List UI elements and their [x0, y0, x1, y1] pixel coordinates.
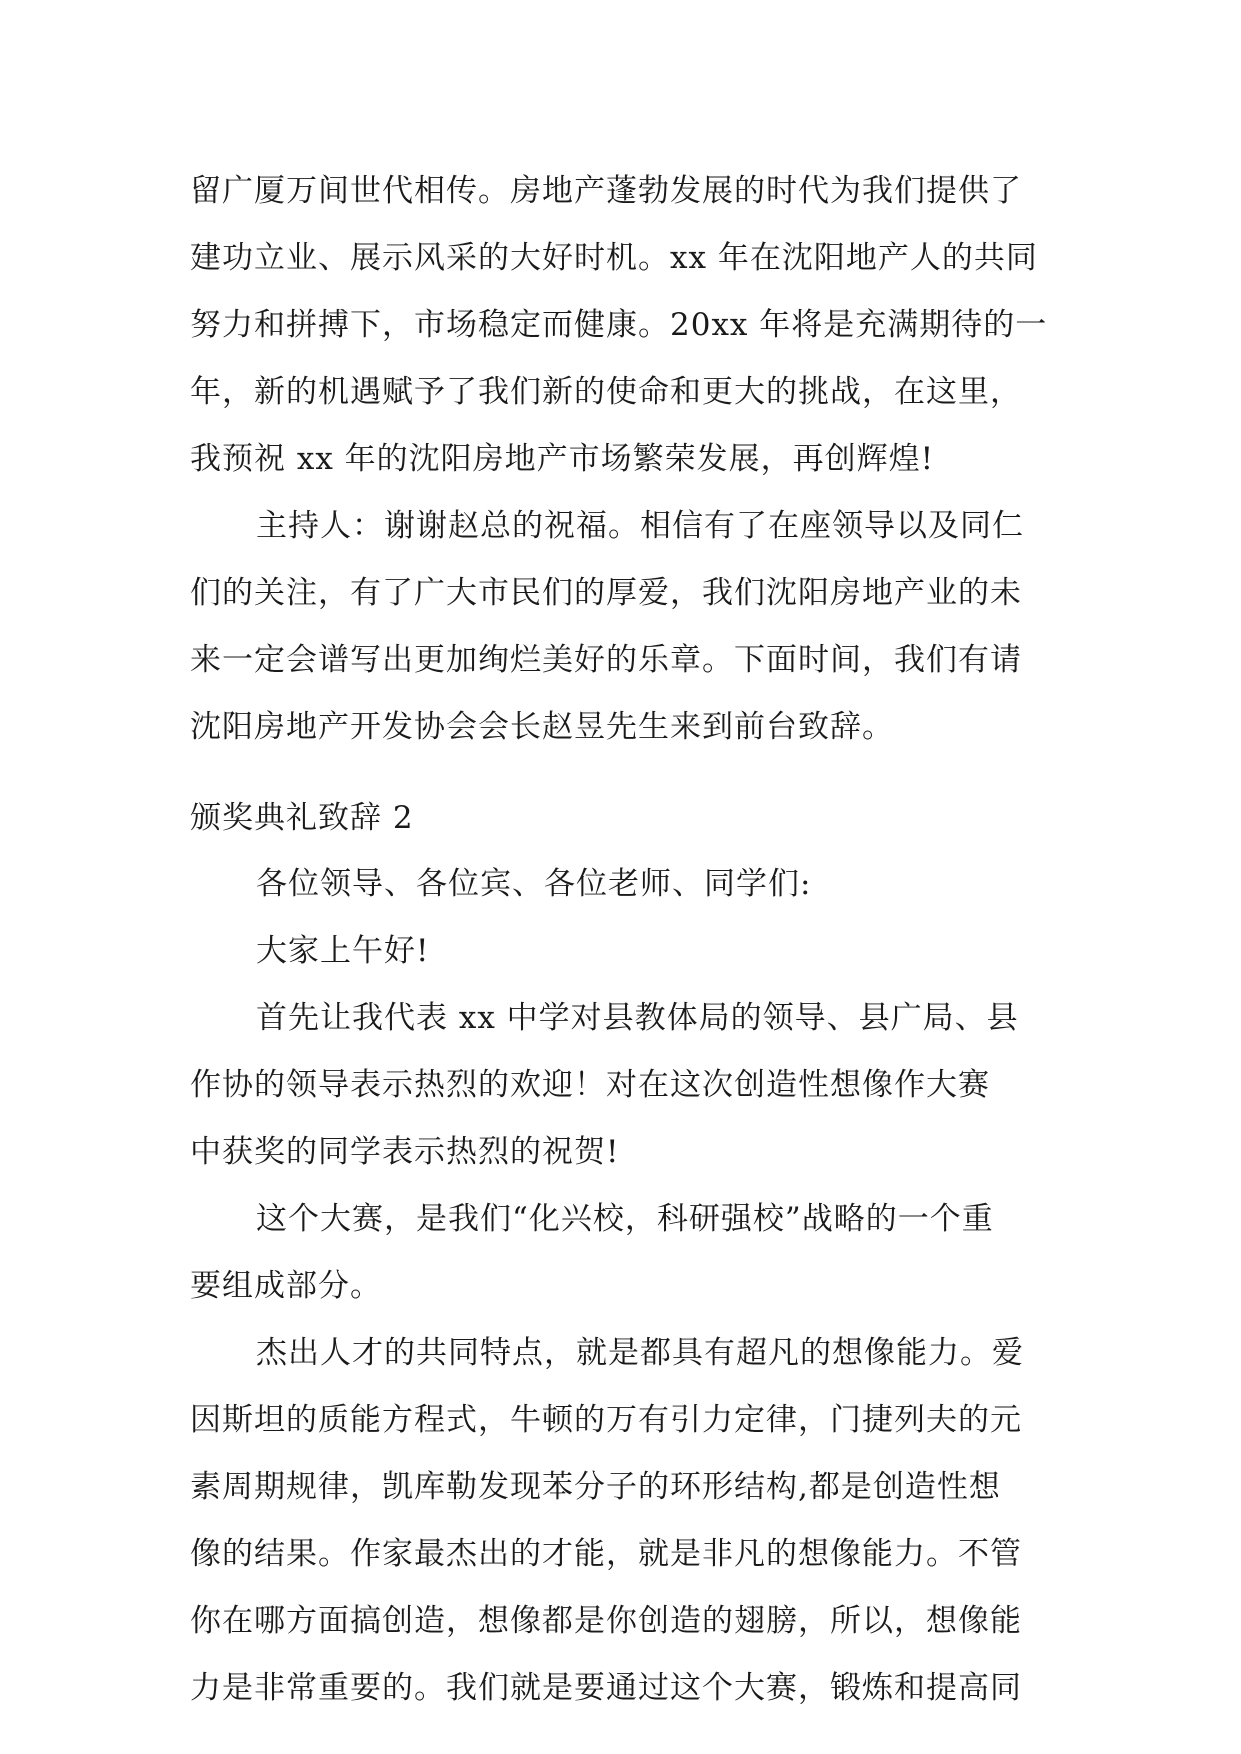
- text-line: 们的关注，有了广大市民们的厚爱，我们沈阳房地产业的未: [190, 575, 1022, 611]
- document-body: [190, 158, 1060, 1722]
- text-line: 我预祝 xx 年的沈阳房地产市场繁荣发展，再创辉煌!: [190, 441, 935, 477]
- text-line: 要组成部分。: [190, 1268, 382, 1304]
- greeting-line: 大家上午好!: [256, 933, 430, 969]
- text-line: 努力和拼搏下，市场稳定而健康。20xx 年将是充满期待的一: [190, 307, 1048, 343]
- text-line: 力是非常重要的。我们就是要通过这个大赛，锻炼和提高同: [190, 1670, 1022, 1706]
- salutation-line: 各位领导、各位宾、各位老师、同学们:: [256, 866, 812, 902]
- text-line: 来一定会谱写出更加绚烂美好的乐章。下面时间，我们有请: [190, 642, 1022, 678]
- text-line: 中获奖的同学表示热烈的祝贺!: [190, 1134, 620, 1170]
- text-line: 年，新的机遇赋予了我们新的使命和更大的挑战，在这里，: [190, 374, 1022, 410]
- text-line: 沈阳房地产开发协会会长赵昱先生来到前台致辞。: [190, 709, 894, 745]
- text-line: 留广厦万间世代相传。房地产蓬勃发展的时代为我们提供了: [190, 173, 1022, 209]
- paragraph-start-line: 主持人：谢谢赵总的祝福。相信有了在座领导以及同仁: [256, 508, 1024, 544]
- text-line: 你在哪方面搞创造，想像都是你创造的翅膀，所以，想像能: [190, 1603, 1022, 1639]
- text-line: 像的结果。作家最杰出的才能，就是非凡的想像能力。不管: [190, 1536, 1022, 1572]
- text-line: 建功立业、展示风采的大好时机。xx 年在沈阳地产人的共同: [190, 240, 1038, 276]
- section-heading: 颁奖典礼致辞 2: [190, 800, 414, 836]
- text-line: 因斯坦的质能方程式，牛顿的万有引力定律，门捷列夫的元: [190, 1402, 1022, 1438]
- paragraph-start-line: 杰出人才的共同特点，就是都具有超凡的想像能力。爱: [256, 1335, 1024, 1371]
- paragraph-start-line: 这个大赛，是我们“化兴校，科研强校”战略的一个重: [256, 1201, 994, 1237]
- text-line: 作协的领导表示热烈的欢迎！对在这次创造性想像作大赛: [190, 1067, 990, 1103]
- paragraph-start-line: 首先让我代表 xx 中学对县教体局的领导、县广局、县: [256, 1000, 1019, 1036]
- section-spacer: [190, 761, 1060, 785]
- text-line: 素周期规律，凯库勒发现苯分子的环形结构,都是创造性想: [190, 1469, 1001, 1505]
